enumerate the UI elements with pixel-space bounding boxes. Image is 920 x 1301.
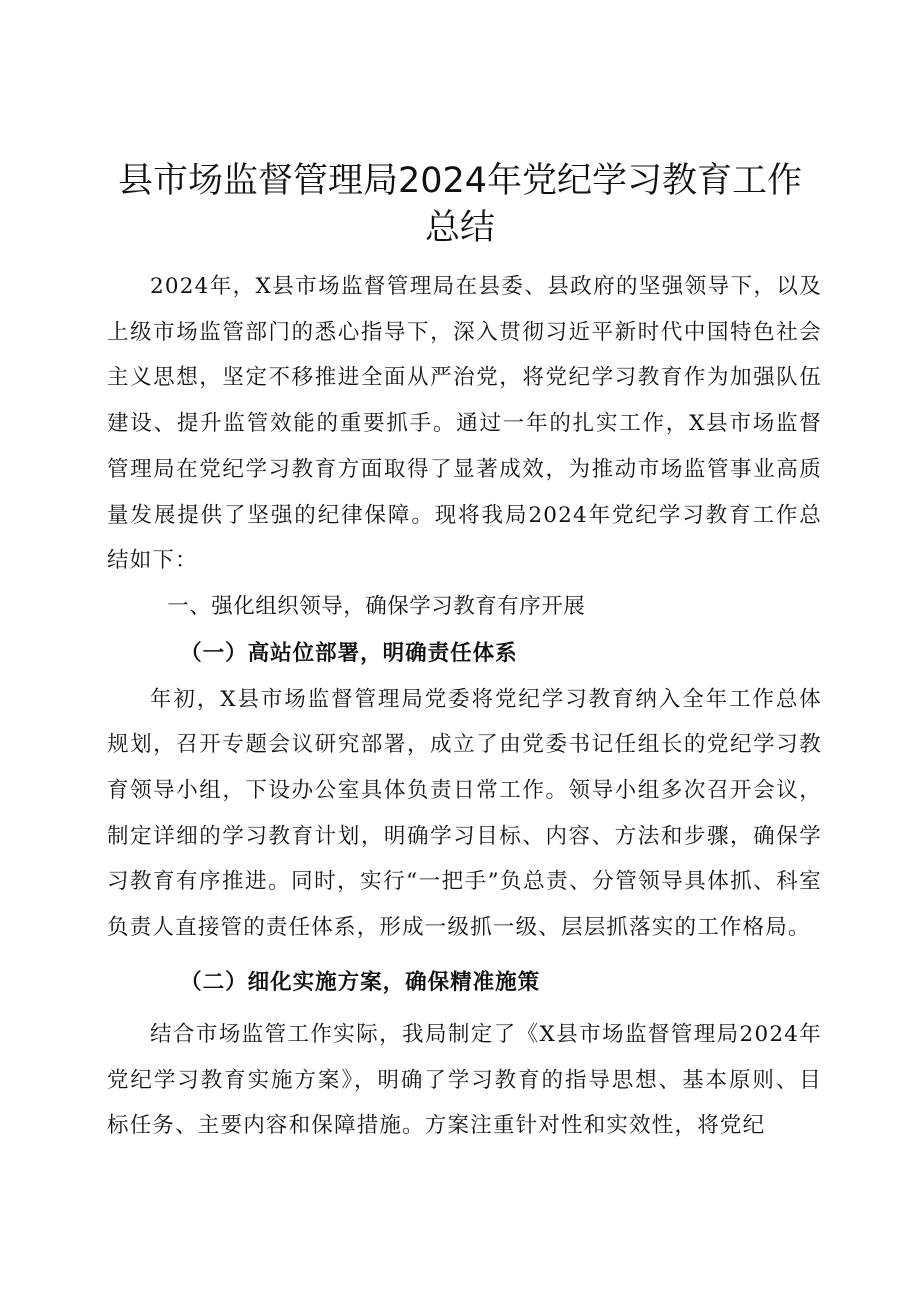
document-body xyxy=(107,264,822,1149)
title-line-1: 县市场监督管理局2024年党纪学习教育工作 xyxy=(117,161,803,201)
subsection-2-heading: （二）细化实施方案，确保精准施策 xyxy=(180,969,541,995)
title-line-2: 总结 xyxy=(424,208,495,248)
subsection-1-heading: （一）高站位部署，明确责任体系 xyxy=(180,640,518,666)
intro-paragraph: 2024年，X县市场监督管理局在县委、县政府的坚强领导下，以及上级市场监管部门的悉心指导下，深入贯彻习近平新时代中国特色社会主义思想，坚定不移推进全面从严治党，将党纪学习教育作为加强队伍建设、提升监管效能的重要抓手。通过一年的扎实工作，X县市场监督管理局在党纪学习教育方面取得了显著成效，为推动市场监管事业高质量发展提供了坚强的纪律保障。现将我局2024年党纪学习教育工作总结如下： xyxy=(107,274,822,574)
section-1-heading: 一、强化组织领导，确保学习教育有序开展 xyxy=(167,593,586,619)
subsection-1-paragraph: 年初，X县市场监督管理局党委将党纪学习教育纳入全年工作总体规划，召开专题会议研究部署，成立了由党委书记任组长的党纪学习教育领导小组，下设办公室具体负责日常工作。领导小组多次召开会议，制定详细的学习教育计划，明确学习目标、内容、方法和步骤，确保学习教育有序推进。同时，实行“一把手”负总责、分管领导具体抓、科室负责人直接管的责任体系，形成一级抓一级、层层抓落实的工作格局。 xyxy=(107,686,822,941)
document-title xyxy=(100,158,820,252)
subsection-2-paragraph: 结合市场监管工作实际，我局制定了《X县市场监督管理局2024年党纪学习教育实施方案》，明确了学习教育的指导思想、基本原则、目标任务、主要内容和保障措施。方案注重针对性和实效性，将党纪 xyxy=(107,1021,822,1139)
